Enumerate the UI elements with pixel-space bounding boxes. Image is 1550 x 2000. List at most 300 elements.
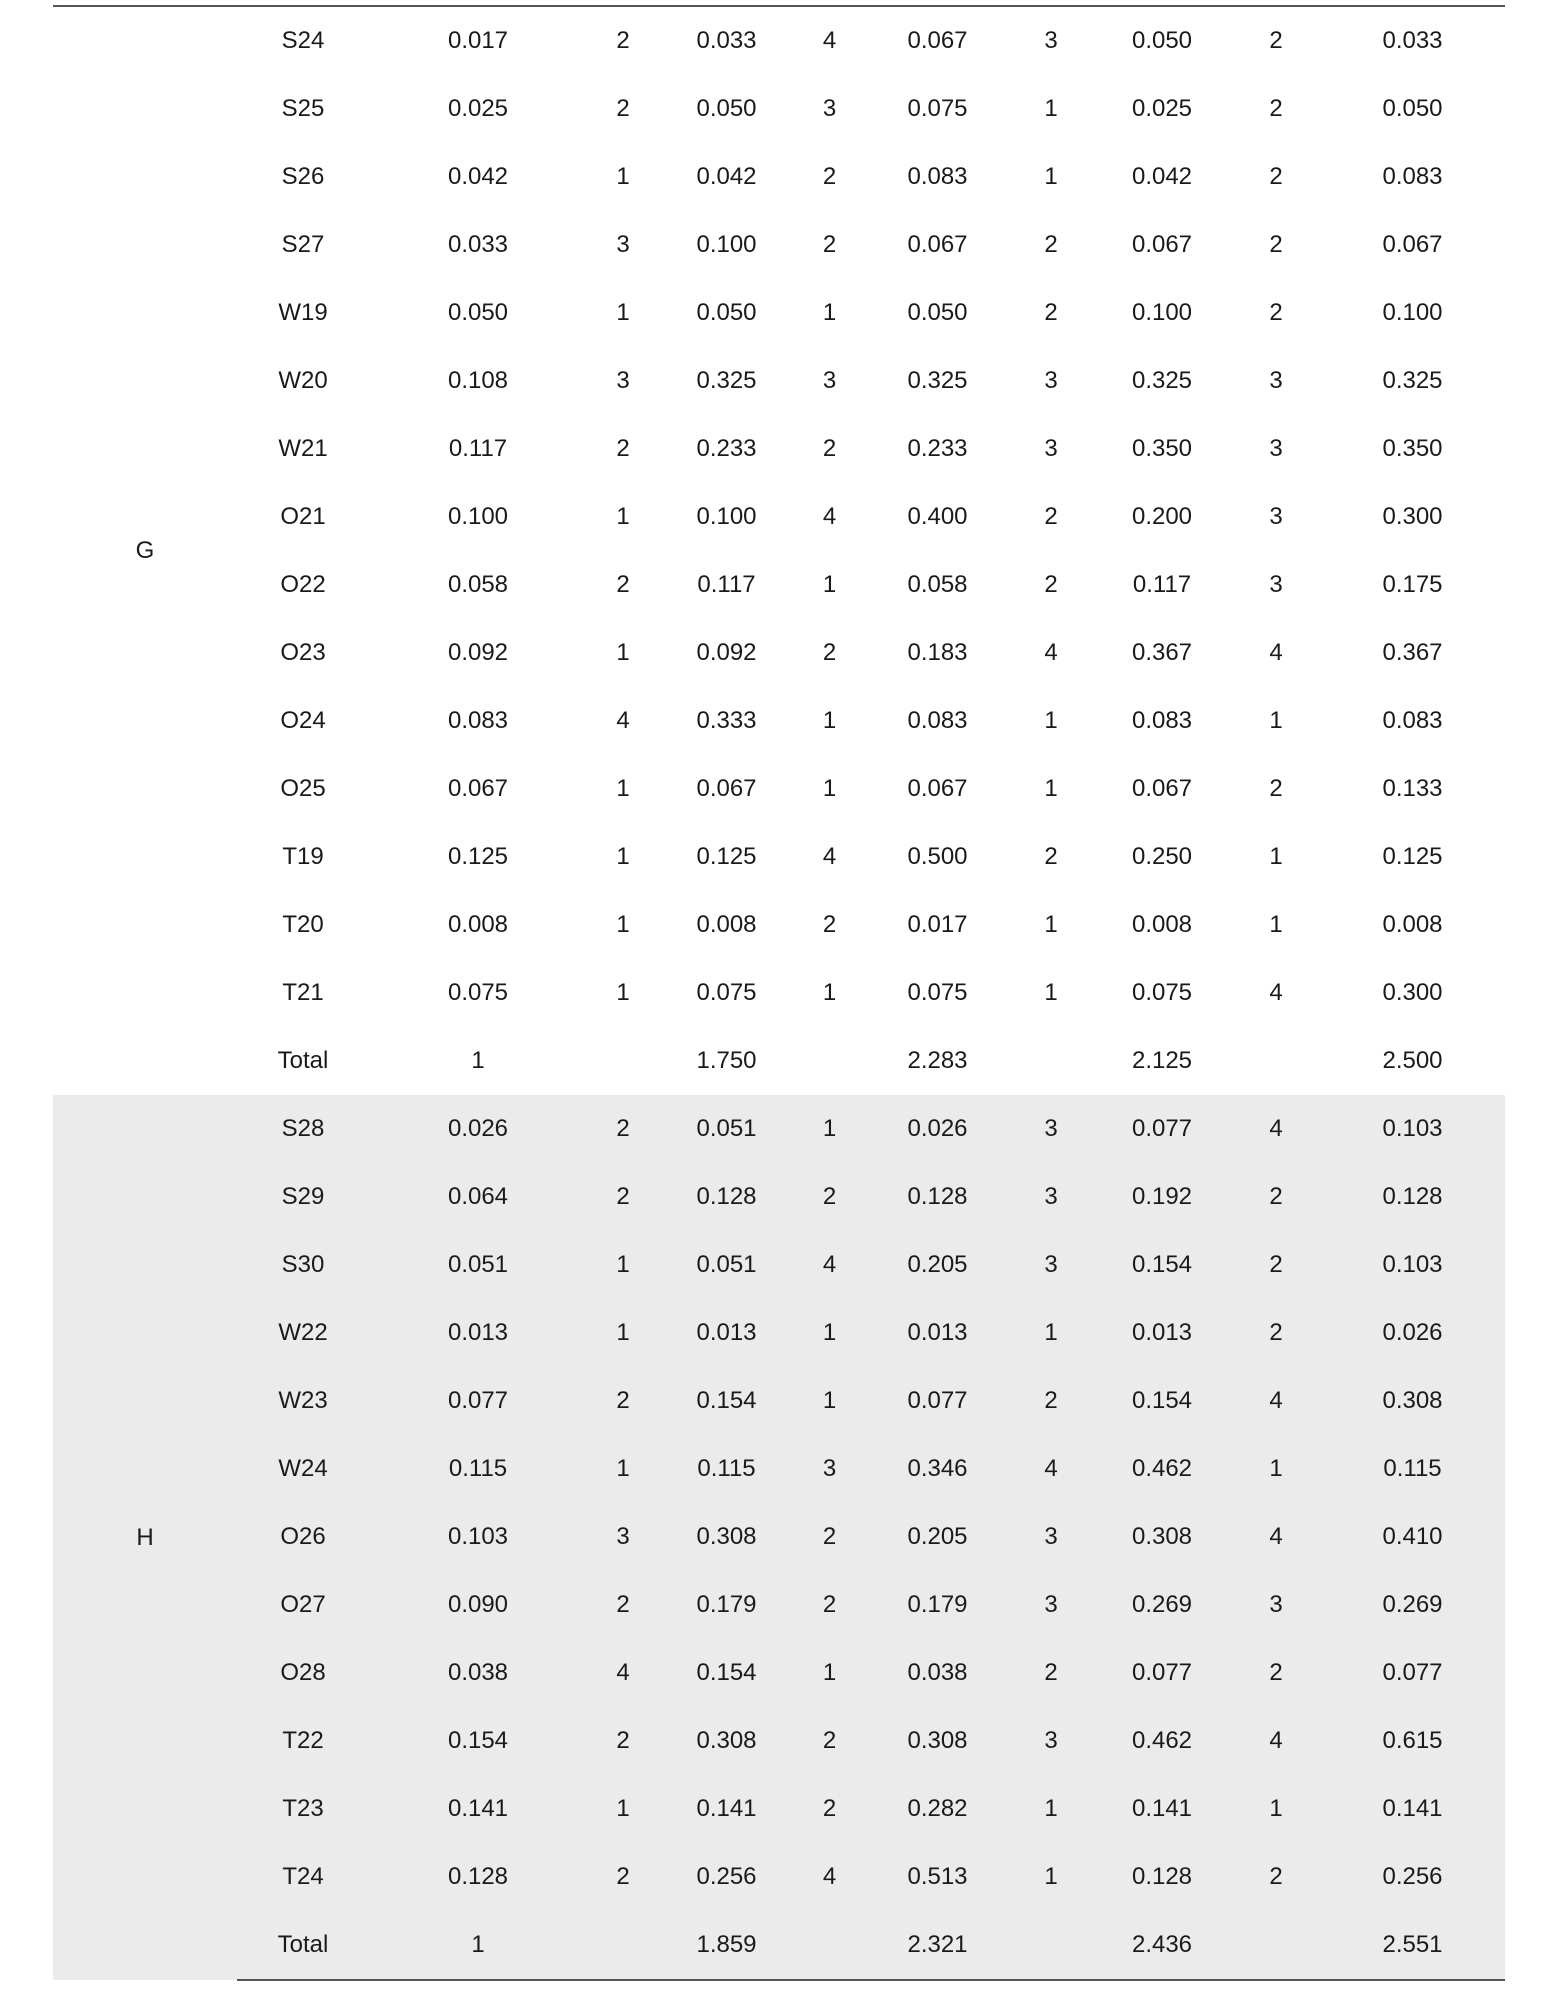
item-code-cell: W24 (237, 1435, 369, 1503)
group-label: G (53, 6, 237, 1095)
score-1-cell: 1 (616, 911, 630, 938)
value-4-cell: 0.008 (1382, 911, 1443, 938)
score-1-cell: 2 (616, 571, 630, 598)
score-3-cell: 2 (1044, 299, 1058, 326)
score-1-cell: 2 (587, 1367, 659, 1435)
table-row (53, 823, 1505, 891)
score-3-cell: 1 (1044, 911, 1058, 938)
value-2-cell: 0.058 (907, 571, 968, 598)
score-4-cell: 2 (1269, 299, 1283, 326)
score-3-cell: 1 (1044, 775, 1058, 802)
value-2-cell: 0.067 (865, 6, 1010, 75)
value-3-cell: 0.077 (1092, 1639, 1232, 1707)
weight-cell: 0.013 (369, 1299, 587, 1367)
score-4-cell: 2 (1232, 1639, 1320, 1707)
score-1-cell: 1 (587, 1775, 659, 1843)
item-code-cell: O21 (280, 503, 326, 530)
value-4-cell: 0.067 (1382, 231, 1443, 258)
table-row (53, 1095, 1505, 1163)
score-1-cell: 2 (616, 95, 630, 122)
value-3-cell: 0.067 (1131, 231, 1193, 258)
score-2-cell: 2 (822, 231, 837, 258)
item-code-cell: T22 (237, 1707, 369, 1775)
score-2-cell: 2 (794, 1503, 865, 1571)
value-4-cell: 0.350 (1382, 435, 1443, 462)
weight-cell: 0.115 (369, 1435, 587, 1503)
item-code-cell: T24 (237, 1843, 369, 1911)
group-label: H (53, 1095, 237, 1980)
score-4-cell: 2 (1232, 6, 1320, 75)
weight-cell: 0.103 (369, 1503, 587, 1571)
score-2-cell: 1 (794, 1095, 865, 1163)
item-code-cell: W19 (278, 299, 328, 326)
score-4-cell: 1 (1269, 911, 1283, 938)
score-3-cell: 2 (1010, 1367, 1092, 1435)
item-code-cell: S25 (281, 95, 325, 122)
value-1-cell: 0.050 (696, 299, 757, 326)
score-4-cell (1232, 1911, 1320, 1980)
item-code-cell: Total (237, 1911, 369, 1980)
value-3-cell: 2.436 (1092, 1911, 1232, 1980)
value-4-cell: 0.077 (1320, 1639, 1505, 1707)
value-1-cell: 0.233 (696, 435, 757, 462)
value-1-cell: 0.092 (696, 639, 757, 666)
value-3-cell: 0.100 (1131, 299, 1193, 326)
weight-cell: 0.026 (369, 1095, 587, 1163)
score-4-cell: 2 (1232, 1299, 1320, 1367)
item-code-cell: W21 (278, 435, 328, 462)
value-1-cell: 0.008 (696, 911, 757, 938)
value-1-cell: 0.128 (659, 1163, 794, 1231)
score-3-cell: 2 (1044, 231, 1058, 258)
table-row (53, 755, 1505, 823)
table-row (53, 1503, 1505, 1571)
score-4-cell: 4 (1232, 1095, 1320, 1163)
value-1-cell: 0.067 (696, 775, 757, 802)
item-code-cell: O25 (280, 775, 326, 802)
score-2-cell: 4 (822, 503, 837, 530)
value-3-cell: 0.250 (1131, 843, 1193, 870)
value-3-cell: 0.462 (1092, 1435, 1232, 1503)
value-3-cell: 0.008 (1131, 911, 1193, 938)
value-1-cell: 1.859 (659, 1911, 794, 1980)
score-2-cell: 4 (794, 6, 865, 75)
score-1-cell: 1 (587, 1231, 659, 1299)
item-code-cell: S24 (237, 6, 369, 75)
value-3-cell: 0.367 (1131, 639, 1193, 666)
score-2-cell: 2 (822, 435, 837, 462)
value-2-cell: 0.038 (865, 1639, 1010, 1707)
table-row (53, 143, 1505, 211)
value-3-cell: 0.192 (1092, 1163, 1232, 1231)
score-4-cell: 2 (1232, 1231, 1320, 1299)
score-3-cell: 2 (1044, 843, 1058, 870)
value-1-cell: 0.051 (659, 1095, 794, 1163)
score-2-cell: 1 (794, 1639, 865, 1707)
score-4-cell: 1 (1269, 843, 1283, 870)
item-code-cell: Total (277, 1047, 329, 1074)
table-row (53, 959, 1505, 1027)
weight-cell: 0.008 (447, 911, 509, 938)
value-4-cell: 0.300 (1382, 979, 1443, 1006)
score-2-cell: 3 (794, 1435, 865, 1503)
value-1-cell: 0.308 (659, 1503, 794, 1571)
table-row (53, 1435, 1505, 1503)
weight-cell: 0.033 (447, 231, 509, 258)
table-row (53, 1367, 1505, 1435)
score-1-cell: 2 (587, 1571, 659, 1639)
score-2-cell: 2 (794, 1163, 865, 1231)
value-3-cell: 0.200 (1131, 503, 1193, 530)
table-row (53, 891, 1505, 959)
value-2-cell: 0.067 (907, 231, 968, 258)
value-3-cell: 0.077 (1092, 1095, 1232, 1163)
score-2-cell: 1 (794, 1299, 865, 1367)
score-2-cell: 1 (822, 775, 837, 802)
score-4-cell: 3 (1232, 1571, 1320, 1639)
value-2-cell: 0.083 (907, 707, 968, 734)
value-2-cell: 2.283 (907, 1047, 968, 1074)
score-2-cell: 2 (822, 163, 837, 190)
score-2-cell (794, 1911, 865, 1980)
score-3-cell: 3 (1010, 1095, 1092, 1163)
weight-cell: 0.050 (447, 299, 509, 326)
value-3-cell: 0.350 (1131, 435, 1193, 462)
score-2-cell: 3 (822, 95, 837, 122)
value-2-cell: 2.321 (865, 1911, 1010, 1980)
score-4-cell: 4 (1269, 639, 1283, 666)
value-1-cell: 0.033 (659, 6, 794, 75)
value-3-cell: 0.308 (1092, 1503, 1232, 1571)
weight-cell: 0.100 (447, 503, 509, 530)
value-4-cell: 0.103 (1320, 1231, 1505, 1299)
weight-cell: 0.154 (369, 1707, 587, 1775)
score-3-cell: 4 (1044, 639, 1058, 666)
value-2-cell: 0.233 (907, 435, 968, 462)
score-3-cell: 1 (1010, 1775, 1092, 1843)
value-3-cell: 0.154 (1092, 1367, 1232, 1435)
weight-cell: 0.092 (447, 639, 509, 666)
value-3-cell: 2.125 (1131, 1047, 1193, 1074)
score-3-cell: 2 (1010, 1639, 1092, 1707)
score-3-cell: 2 (1044, 571, 1058, 598)
score-2-cell: 2 (794, 1571, 865, 1639)
score-2-cell: 1 (794, 1367, 865, 1435)
total-row (53, 1911, 1505, 1980)
item-code-cell: T19 (282, 843, 324, 870)
table-row (53, 1707, 1505, 1775)
weight-cell: 0.075 (447, 979, 509, 1006)
score-2-cell: 2 (794, 1775, 865, 1843)
score-3-cell: 3 (1010, 1231, 1092, 1299)
value-3-cell: 0.042 (1131, 163, 1193, 190)
value-2-cell: 0.179 (865, 1571, 1010, 1639)
item-code-cell: S27 (281, 231, 325, 258)
value-1-cell: 0.325 (696, 367, 757, 394)
score-2-cell: 4 (794, 1231, 865, 1299)
weight-cell: 0.128 (369, 1843, 587, 1911)
value-1-cell: 0.154 (659, 1639, 794, 1707)
score-3-cell: 4 (1010, 1435, 1092, 1503)
value-1-cell: 0.125 (696, 843, 757, 870)
value-4-cell: 0.033 (1320, 6, 1505, 75)
score-4-cell: 4 (1232, 1367, 1320, 1435)
score-1-cell: 1 (616, 979, 630, 1006)
value-2-cell: 0.026 (865, 1095, 1010, 1163)
value-1-cell: 0.100 (696, 231, 757, 258)
item-code-cell: S28 (237, 1095, 369, 1163)
score-1-cell: 2 (587, 1095, 659, 1163)
total-row (53, 1027, 1505, 1095)
value-2-cell: 0.083 (907, 163, 968, 190)
score-3-cell: 3 (1010, 6, 1092, 75)
score-4-cell: 1 (1232, 1775, 1320, 1843)
value-2-cell: 0.077 (865, 1367, 1010, 1435)
score-3-cell: 1 (1010, 1299, 1092, 1367)
score-2-cell: 4 (794, 1843, 865, 1911)
score-1-cell: 1 (587, 1299, 659, 1367)
value-2-cell: 0.500 (907, 843, 968, 870)
table-row (53, 1299, 1505, 1367)
table-row (53, 279, 1505, 347)
score-1-cell: 2 (587, 1843, 659, 1911)
value-3-cell: 0.462 (1092, 1707, 1232, 1775)
value-4-cell: 2.551 (1320, 1911, 1505, 1980)
score-1-cell: 2 (587, 6, 659, 75)
value-4-cell: 0.141 (1320, 1775, 1505, 1843)
value-3-cell: 0.075 (1131, 979, 1193, 1006)
value-2-cell: 0.513 (865, 1843, 1010, 1911)
score-4-cell: 4 (1269, 979, 1283, 1006)
item-code-cell: S26 (281, 163, 325, 190)
score-1-cell: 1 (616, 639, 630, 666)
item-code-cell: S29 (237, 1163, 369, 1231)
weight-cell: 0.017 (369, 6, 587, 75)
table-row (53, 619, 1505, 687)
value-4-cell: 0.128 (1320, 1163, 1505, 1231)
score-4-cell: 3 (1269, 571, 1283, 598)
value-1-cell: 0.154 (659, 1367, 794, 1435)
score-4-cell: 4 (1232, 1707, 1320, 1775)
item-code-cell: O27 (237, 1571, 369, 1639)
value-1-cell: 0.050 (696, 95, 757, 122)
value-1-cell: 0.042 (696, 163, 757, 190)
score-1-cell: 4 (587, 1639, 659, 1707)
value-3-cell: 0.013 (1092, 1299, 1232, 1367)
weight-cell: 0.064 (369, 1163, 587, 1231)
value-4-cell: 0.083 (1382, 163, 1443, 190)
value-1-cell: 0.115 (659, 1435, 794, 1503)
value-4-cell: 0.125 (1382, 843, 1443, 870)
score-4-cell: 2 (1269, 163, 1283, 190)
weight-cell: 0.141 (369, 1775, 587, 1843)
value-4-cell: 0.367 (1382, 639, 1443, 666)
score-1-cell (587, 1027, 659, 1095)
value-3-cell: 0.117 (1132, 571, 1192, 598)
score-3-cell: 3 (1010, 1571, 1092, 1639)
value-4-cell: 2.500 (1382, 1047, 1443, 1074)
value-2-cell: 0.050 (907, 299, 968, 326)
score-3-cell: 1 (1044, 707, 1058, 734)
table-row (53, 6, 1505, 75)
score-2-cell: 1 (822, 979, 837, 1006)
value-4-cell: 0.410 (1320, 1503, 1505, 1571)
value-2-cell: 0.183 (907, 639, 968, 666)
value-4-cell: 0.083 (1382, 707, 1443, 734)
value-3-cell: 0.269 (1092, 1571, 1232, 1639)
table-row (53, 1163, 1505, 1231)
score-1-cell: 3 (587, 1503, 659, 1571)
table-row (53, 551, 1505, 619)
table-row (53, 1843, 1505, 1911)
score-4-cell: 1 (1269, 707, 1283, 734)
score-2-cell: 4 (822, 843, 837, 870)
score-3-cell: 1 (1044, 163, 1058, 190)
table-row (53, 687, 1505, 755)
value-4-cell: 0.300 (1382, 503, 1443, 530)
weight-cell: 0.108 (447, 367, 509, 394)
item-code-cell: T20 (282, 911, 324, 938)
score-3-cell: 2 (1044, 503, 1058, 530)
score-3-cell: 1 (1010, 1843, 1092, 1911)
group-section-g (53, 6, 1505, 1095)
value-3-cell: 0.050 (1092, 6, 1232, 75)
item-code-cell: T23 (237, 1775, 369, 1843)
score-4-cell: 2 (1232, 1843, 1320, 1911)
weight-cell: 0.042 (447, 163, 509, 190)
value-2-cell: 0.205 (865, 1231, 1010, 1299)
value-2-cell: 0.013 (865, 1299, 1010, 1367)
score-1-cell: 1 (616, 299, 630, 326)
value-2-cell: 0.400 (907, 503, 968, 530)
weight-cell: 0.125 (447, 843, 509, 870)
score-4-cell: 1 (1232, 1435, 1320, 1503)
score-2-cell: 2 (822, 911, 837, 938)
value-2-cell: 0.067 (907, 775, 968, 802)
value-1-cell: 0.117 (697, 571, 756, 598)
score-1-cell: 1 (616, 775, 630, 802)
value-2-cell: 0.128 (865, 1163, 1010, 1231)
group-section-h (53, 1095, 1505, 1980)
score-4-cell: 3 (1269, 503, 1283, 530)
score-1-cell: 2 (587, 1707, 659, 1775)
score-1-cell: 4 (616, 707, 630, 734)
item-code-cell: O28 (237, 1639, 369, 1707)
value-1-cell: 0.075 (696, 979, 757, 1006)
weight-cell: 1 (471, 1047, 485, 1074)
score-4-cell (1232, 1027, 1320, 1095)
weight-cell: 0.058 (447, 571, 509, 598)
score-1-cell: 3 (616, 231, 630, 258)
score-4-cell: 2 (1232, 1163, 1320, 1231)
score-1-cell: 2 (587, 1163, 659, 1231)
value-4-cell: 0.615 (1320, 1707, 1505, 1775)
value-2-cell: 0.346 (865, 1435, 1010, 1503)
score-1-cell (587, 1911, 659, 1980)
value-3-cell: 0.154 (1092, 1231, 1232, 1299)
table-row (53, 415, 1505, 483)
value-4-cell: 0.133 (1382, 775, 1443, 802)
score-3-cell (1010, 1027, 1092, 1095)
value-1-cell: 0.256 (659, 1843, 794, 1911)
score-3-cell: 3 (1044, 367, 1058, 394)
score-4-cell: 3 (1269, 367, 1283, 394)
score-3-cell (1010, 1911, 1092, 1980)
value-4-cell: 0.308 (1320, 1367, 1505, 1435)
value-3-cell: 0.083 (1131, 707, 1193, 734)
score-4-cell: 4 (1232, 1503, 1320, 1571)
score-1-cell: 3 (616, 367, 630, 394)
item-code-cell: O23 (280, 639, 326, 666)
score-2-cell: 1 (822, 707, 837, 734)
table-row (53, 1231, 1505, 1299)
score-2-cell (794, 1027, 865, 1095)
score-2-cell: 2 (822, 639, 837, 666)
weight-cell: 0.117 (448, 435, 508, 462)
value-4-cell: 0.269 (1320, 1571, 1505, 1639)
value-2-cell: 0.325 (907, 367, 968, 394)
value-3-cell: 0.025 (1131, 95, 1193, 122)
score-4-cell: 3 (1269, 435, 1283, 462)
value-1-cell: 0.308 (659, 1707, 794, 1775)
weight-cell: 0.077 (369, 1367, 587, 1435)
value-1-cell: 0.013 (659, 1299, 794, 1367)
value-4-cell: 0.256 (1320, 1843, 1505, 1911)
score-3-cell: 3 (1010, 1707, 1092, 1775)
score-2-cell: 1 (822, 571, 837, 598)
score-3-cell: 3 (1010, 1503, 1092, 1571)
value-1-cell: 0.141 (659, 1775, 794, 1843)
table-row (53, 347, 1505, 415)
value-2-cell: 0.017 (907, 911, 968, 938)
score-2-cell: 2 (794, 1707, 865, 1775)
score-3-cell: 1 (1044, 979, 1058, 1006)
value-1-cell: 0.179 (659, 1571, 794, 1639)
score-1-cell: 1 (616, 843, 630, 870)
value-3-cell: 0.325 (1131, 367, 1193, 394)
weight-cell: 0.051 (369, 1231, 587, 1299)
score-4-cell: 2 (1269, 95, 1283, 122)
item-code-cell: T21 (282, 979, 324, 1006)
score-3-cell: 1 (1044, 95, 1058, 122)
score-4-cell: 2 (1269, 775, 1283, 802)
item-code-cell: W23 (237, 1367, 369, 1435)
value-4-cell: 0.325 (1382, 367, 1443, 394)
score-1-cell: 2 (616, 435, 630, 462)
weight-cell: 0.025 (447, 95, 509, 122)
value-4-cell: 0.103 (1320, 1095, 1505, 1163)
value-1-cell: 0.333 (696, 707, 757, 734)
value-2-cell: 0.308 (865, 1707, 1010, 1775)
value-2-cell: 0.075 (907, 95, 968, 122)
score-2-cell: 3 (822, 367, 837, 394)
value-2-cell: 0.205 (865, 1503, 1010, 1571)
value-4-cell: 0.115 (1320, 1435, 1505, 1503)
value-2-cell: 0.282 (865, 1775, 1010, 1843)
weight-cell: 0.038 (369, 1639, 587, 1707)
score-3-cell: 3 (1044, 435, 1058, 462)
score-2-cell: 1 (822, 299, 837, 326)
value-4-cell: 0.100 (1382, 299, 1443, 326)
table-row (53, 211, 1505, 279)
table-row (53, 75, 1505, 143)
value-4-cell: 0.175 (1382, 571, 1443, 598)
item-code-cell: O24 (280, 707, 326, 734)
value-4-cell: 0.026 (1320, 1299, 1505, 1367)
item-code-cell: W22 (237, 1299, 369, 1367)
item-code-cell: W20 (278, 367, 328, 394)
table-row (53, 1775, 1505, 1843)
